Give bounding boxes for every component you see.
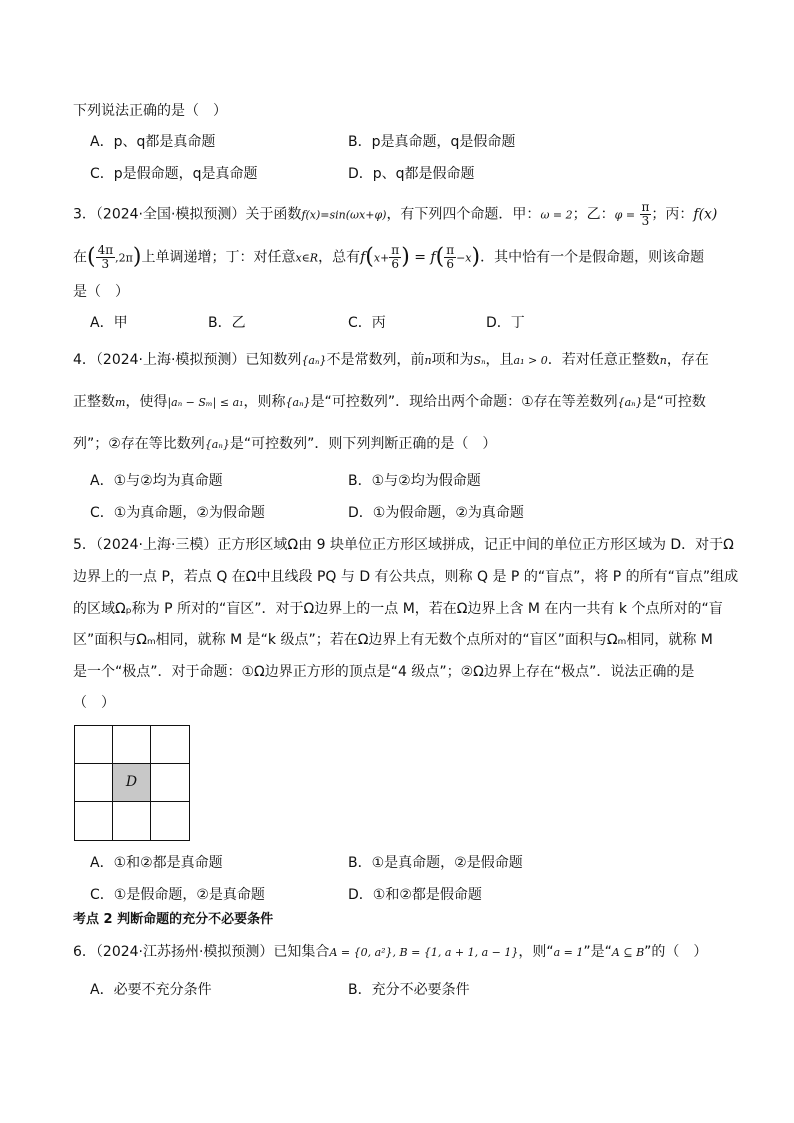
q5-line-6: （ ） xyxy=(73,695,115,711)
intro-text: 下列说法正确的是（ ） xyxy=(73,103,227,119)
q4-option-c[interactable]: C．①为真命题，②为假命题 xyxy=(90,505,265,521)
section-heading: 考点 2 判断命题的充分不必要条件 xyxy=(73,912,274,927)
q5-option-c[interactable]: C．①是假命题，②是真命题 xyxy=(90,887,265,903)
q5-line-1: 5．（2024·上海·三模）正方形区域Ω由 9 块单位正方形区域拼成，记正中间的单位正方形区域为 D．对于Ω xyxy=(73,537,734,553)
q3-option-c[interactable]: C．丙 xyxy=(348,315,386,331)
q3-line-3: 是（ ） xyxy=(73,284,129,300)
q4-line-3: 列”；②存在等比数列{aₙ}是“可控数列”．则下列判断正确的是（ ） xyxy=(73,436,497,452)
q3-line-2: 在( $\frac{4\pi}{3}$ ,2π)上单调递增；丁：对任意x∈R，总有f(x+ $\frac{\pi}{6}$ ) = f( $\frac{\pi}{6}$ −x)．其中恰有一个是假命题，则该命题 xyxy=(73,243,705,271)
q4-option-d[interactable]: D．①为假命题，②为真命题 xyxy=(348,505,524,521)
q3-option-a[interactable]: A．甲 xyxy=(90,315,128,331)
q5-line-5: 是一个“极点”．对于命题：①Ω边界正方形的顶点是“4 级点”；②Ω边界上存在“极点”．说法正确的是 xyxy=(73,664,695,680)
q3-option-d[interactable]: D．丁 xyxy=(486,315,525,331)
q6-option-a[interactable]: A．必要不充分条件 xyxy=(90,982,212,998)
q2-option-a[interactable]: A．p、q都是真命题 xyxy=(90,134,216,150)
grid-cell xyxy=(75,764,113,802)
q5-option-a[interactable]: A．①和②都是真命题 xyxy=(90,855,223,871)
q2-option-c[interactable]: C．p是假命题，q是真命题 xyxy=(90,166,258,182)
q4-option-a[interactable]: A．①与②均为真命题 xyxy=(90,473,223,489)
q4-line-2: 正整数m，使得|aₙ − Sₘ| ≤ a₁，则称{aₙ}是“可控数列”．现给出两个命题：①存在等差数列{aₙ}是“可控数 xyxy=(73,394,706,410)
square-grid-figure xyxy=(74,725,190,841)
grid-cell xyxy=(75,802,113,840)
q4-line-1: 4．（2024·上海·模拟预测）已知数列{aₙ}不是常数列，前n项和为Sₙ，且a₁ > 0．若对任意正整数n，存在 xyxy=(73,352,709,368)
q6-option-b[interactable]: B．充分不必要条件 xyxy=(348,982,470,998)
q2-option-b[interactable]: B．p是真命题，q是假命题 xyxy=(348,134,516,150)
grid-cell xyxy=(75,726,113,764)
q3-option-b[interactable]: B．乙 xyxy=(208,315,246,331)
grid-cell xyxy=(151,802,189,840)
q5-line-4: 区”面积与Ωₘ相同，就称 M 是“k 级点”；若在Ω边界上有无数个点所对的“盲区”面积与Ωₘ相同，就称 M xyxy=(73,632,713,648)
q5-line-2: 边界上的一点 P，若点 Q 在Ω中且线段 PQ 与 D 有公共点，则称 Q 是 P 的“盲点”，将 P 的所有“盲点”组成 xyxy=(73,569,739,585)
q6-line-1: 6．（2024·江苏扬州·模拟预测）已知集合A = {0, a²}, B = {1, a + 1, a − 1}，则“a = 1”是“A ⊆ B”的（ ） xyxy=(73,944,708,960)
q5-option-b[interactable]: B．①是真命题，②是假命题 xyxy=(348,855,523,871)
q5-line-3: 的区域Ωₚ称为 P 所对的“盲区”．对于Ω边界上的一点 M，若在Ω边界上含 M 在内一共有 k 个点所对的“盲 xyxy=(73,601,723,617)
grid-cell xyxy=(113,726,151,764)
q3-line-1: 3．（2024·全国·模拟预测）关于函数f(x)=sin(ωx+φ)，有下列四个命题．甲：ω = 2；乙：φ = $\frac{\pi}{3}$ ；丙：f(x) xyxy=(73,200,718,228)
grid-cell xyxy=(113,802,151,840)
grid-cell xyxy=(151,764,189,802)
grid-cell-d: D xyxy=(113,764,151,802)
grid-cell xyxy=(151,726,189,764)
q5-option-d[interactable]: D．①和②都是假命题 xyxy=(348,887,482,903)
q2-option-d[interactable]: D．p、q都是假命题 xyxy=(348,166,475,182)
q4-option-b[interactable]: B．①与②均为假命题 xyxy=(348,473,481,489)
